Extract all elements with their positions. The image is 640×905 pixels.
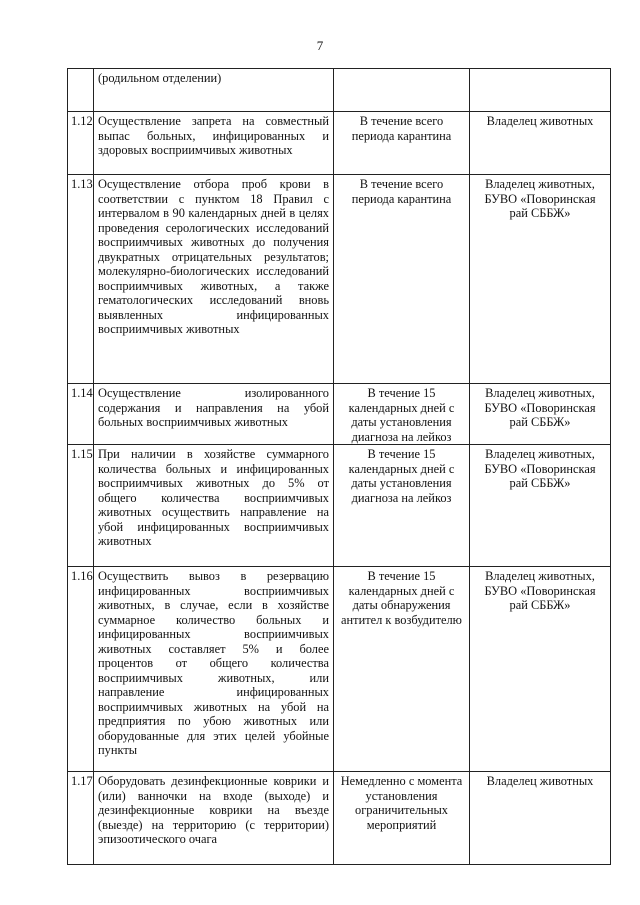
table-row	[68, 112, 611, 175]
table-row	[68, 175, 611, 384]
measure-description: Осуществить вывоз в резервацию инфицированных восприимчивых животных, в случае, если в хозяйстве суммарное количество больных и инфицированных восприимчивых животных составляет 5% и более процентов от общего количества восприимчивых животных, или направление инфицированных восприимчивых животных на убой на предприятия по убою животных или оборудованные для этих целей убойные пункты	[94, 567, 334, 772]
measure-description: Осуществление запрета на совместный выпас больных, инфицированных и здоровых восприимчивых животных	[94, 112, 334, 175]
measure-term: В течение всего периода карантина	[334, 112, 470, 175]
measure-responsible: Владелец животных	[470, 772, 611, 865]
page-number: 7	[316, 38, 324, 53]
table-row	[68, 69, 611, 112]
measure-term: В течение 15 календарных дней с даты обнаружения антител к возбудителю	[334, 567, 470, 772]
table-row	[68, 772, 611, 865]
row-number: 1.15	[68, 445, 94, 567]
measure-term: В течение всего периода карантина	[334, 175, 470, 384]
row-number: 1.12	[68, 112, 94, 175]
measure-description: Осуществление изолированного содержания и направления на убой больных восприимчивых животных	[94, 384, 334, 445]
measure-responsible: Владелец животных, БУВО «Поворинская рай СББЖ»	[470, 567, 611, 772]
row-number	[68, 69, 94, 112]
row-number: 1.13	[68, 175, 94, 384]
table-row	[68, 567, 611, 772]
measure-responsible	[470, 69, 611, 112]
measure-description: Оборудовать дезинфекционные коврики и (или) ванночки на входе (выходе) и дезинфекционные коврики на въезде (выезде) на территорию (с территории) эпизоотического очага	[94, 772, 334, 865]
measure-term: В течение 15 календарных дней с даты установления диагноза на лейкоз	[334, 384, 470, 445]
row-number: 1.16	[68, 567, 94, 772]
measure-responsible: Владелец животных, БУВО «Поворинская рай СББЖ»	[470, 445, 611, 567]
measure-term: В течение 15 календарных дней с даты установления диагноза на лейкоз	[334, 445, 470, 567]
measure-term: Немедленно с момента установления ограничительных мероприятий	[334, 772, 470, 865]
table-row	[68, 384, 611, 445]
measure-description: При наличии в хозяйстве суммарного количества больных и инфицированных восприимчивых животных до 5% от общего количества восприимчивых животных осуществить направление на убой инфицированных восприимчивых животных	[94, 445, 334, 567]
row-number: 1.17	[68, 772, 94, 865]
measure-responsible: Владелец животных	[470, 112, 611, 175]
measures-table	[67, 68, 611, 865]
row-number: 1.14	[68, 384, 94, 445]
table-row	[68, 445, 611, 567]
measure-responsible: Владелец животных, БУВО «Поворинская рай СББЖ»	[470, 175, 611, 384]
measure-description: Осуществление отбора проб крови в соответствии с пунктом 18 Правил с интервалом в 90 календарных дней в целях проведения серологических исследований восприимчивых животных до получения двукратных отрицательных результатов; молекулярно-биологических исследований восприимчивых животных, а также гематологических исследований вновь выявленных инфицированных восприимчивых животных	[94, 175, 334, 384]
measure-term	[334, 69, 470, 112]
measure-responsible: Владелец животных, БУВО «Поворинская рай СББЖ»	[470, 384, 611, 445]
measure-description: (родильном отделении)	[94, 69, 334, 112]
